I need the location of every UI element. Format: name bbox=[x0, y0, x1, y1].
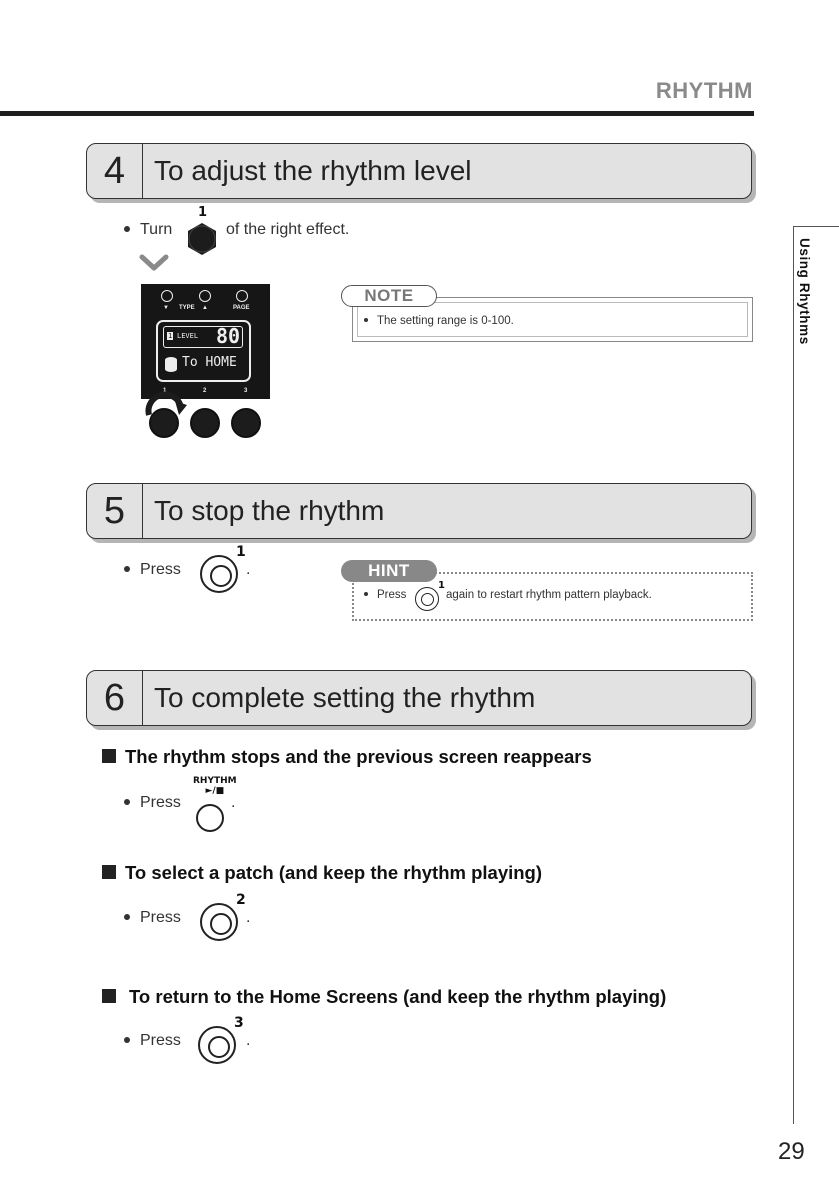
square-bullet-icon bbox=[102, 989, 116, 1003]
step-number: 6 bbox=[87, 671, 143, 725]
rhythm-button-icon bbox=[196, 804, 224, 832]
device-display bbox=[141, 284, 270, 399]
level-box bbox=[163, 326, 243, 348]
instruction-suffix: . bbox=[246, 561, 251, 578]
bullet bbox=[124, 226, 130, 232]
triangle-up-icon: ▲ bbox=[202, 305, 208, 311]
device-knob-2[interactable] bbox=[190, 408, 220, 438]
instruction-text: Press bbox=[140, 1032, 181, 1049]
subheading-3: To return to the Home Screens (and keep the rhythm playing) bbox=[102, 986, 666, 1008]
level-label: LEVEL bbox=[177, 332, 199, 340]
led-icon bbox=[236, 290, 248, 302]
subheading-2: To select a patch (and keep the rhythm playing) bbox=[102, 862, 542, 884]
footswitch-1-icon bbox=[200, 555, 238, 593]
step-number: 4 bbox=[87, 144, 143, 198]
footswitch-1-icon bbox=[415, 587, 439, 611]
step-5-header bbox=[86, 483, 752, 539]
instruction-text: Press bbox=[140, 909, 181, 926]
chevron-down-icon bbox=[138, 253, 170, 273]
step-title: To adjust the rhythm level bbox=[154, 155, 472, 186]
chapter-tab bbox=[793, 226, 839, 1124]
rotate-arrow-icon bbox=[141, 391, 191, 421]
instruction-suffix: . bbox=[246, 909, 251, 926]
sub3-instruction bbox=[124, 1032, 181, 1050]
knob-1-icon bbox=[185, 222, 219, 256]
chapter-label: Using Rhythms bbox=[797, 238, 812, 345]
step-title: To stop the rhythm bbox=[154, 495, 385, 526]
led-icon bbox=[161, 290, 173, 302]
knob-number: 1 bbox=[198, 205, 208, 220]
step-title: To complete setting the rhythm bbox=[154, 682, 536, 713]
square-bullet-icon bbox=[102, 865, 116, 879]
switch-number: 2 bbox=[236, 892, 246, 908]
rhythm-button-label: RHYTHM ►/■ bbox=[193, 776, 237, 796]
lcd-screen bbox=[156, 320, 251, 382]
step-number: 5 bbox=[87, 484, 143, 538]
switch-number: 3 bbox=[234, 1015, 244, 1031]
step-5-instruction bbox=[124, 561, 181, 579]
hint-tag: HINT bbox=[341, 560, 437, 582]
triangle-down-icon: ▼ bbox=[163, 305, 169, 311]
step-4-header bbox=[86, 143, 752, 199]
instruction-text: Press bbox=[140, 561, 181, 578]
header-rule bbox=[0, 111, 754, 116]
knob-label: 3 bbox=[244, 388, 248, 394]
instruction-suffix: . bbox=[246, 1032, 251, 1049]
instruction-suffix: . bbox=[231, 794, 236, 811]
instruction-suffix: of the right effect. bbox=[226, 221, 350, 238]
knob-label: 1 bbox=[163, 388, 167, 394]
section-title: RHYTHM bbox=[655, 78, 753, 103]
drum-icon bbox=[163, 354, 179, 374]
footswitch-2-icon bbox=[200, 903, 238, 941]
led-icon bbox=[199, 290, 211, 302]
knob-label: 2 bbox=[203, 388, 207, 394]
instruction-text: Press bbox=[140, 794, 181, 811]
level-index: 1 bbox=[168, 332, 173, 340]
hint-text-suffix: again to restart rhythm pattern playback. bbox=[446, 589, 652, 601]
note-tag: NOTE bbox=[341, 285, 437, 307]
step-4-instruction bbox=[124, 221, 172, 239]
instruction-text: Turn bbox=[140, 221, 173, 238]
square-bullet-icon bbox=[102, 749, 116, 763]
switch-number: 1 bbox=[438, 580, 445, 591]
note-text: The setting range is 0-100. bbox=[364, 315, 514, 327]
type-label: TYPE bbox=[179, 305, 195, 311]
footswitch-3-icon bbox=[198, 1026, 236, 1064]
device-knob-3[interactable] bbox=[231, 408, 261, 438]
home-label: To HOME bbox=[182, 355, 237, 370]
sub2-instruction bbox=[124, 909, 181, 927]
subheading-1: The rhythm stops and the previous screen reappears bbox=[102, 746, 592, 768]
hint-text: Press bbox=[364, 589, 406, 601]
page-number: 29 bbox=[778, 1138, 805, 1165]
page-label: PAGE bbox=[233, 305, 250, 311]
level-value: 80 bbox=[216, 324, 241, 348]
sub1-instruction bbox=[124, 794, 181, 812]
step-6-header bbox=[86, 670, 752, 726]
switch-number: 1 bbox=[236, 544, 246, 560]
